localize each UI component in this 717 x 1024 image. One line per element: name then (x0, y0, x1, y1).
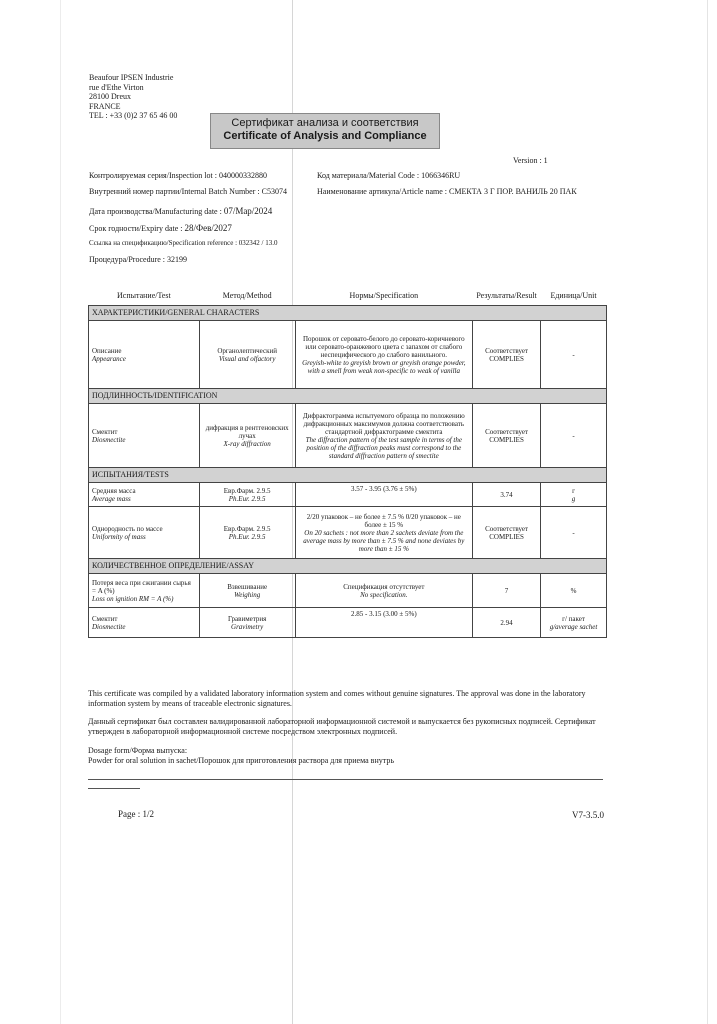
spec-cell: 2.85 - 3.15 (3.00 ± 5%) (295, 608, 472, 638)
address-line: Beaufour IPSEN Industrie (89, 73, 174, 82)
section-title: ИСПЫТАНИЯ/TESTS (89, 468, 607, 483)
section-title: КОЛИЧЕСТВЕННОЕ ОПРЕДЕЛЕНИЕ/ASSAY (89, 559, 607, 574)
method-cell: Гравиметрия Gravimetry (199, 608, 295, 638)
unit-cell: г g (541, 483, 607, 507)
expiry-date: Срок годности/Expiry date : 28/Фев/2027 (89, 223, 232, 233)
unit-cell: г/ пакет g/average sachet (541, 608, 607, 638)
header-unit: Единица/Unit (550, 291, 597, 300)
dosage-form-value: Powder for oral solution in sachet/Порошок для приготовления раствора для приема внутрь (88, 756, 394, 765)
table-row (89, 404, 607, 468)
spec-cell: Дифрактограмма испытуемого образца по положению дифракционных максимумов должна соответствовать стандартной дифрактограмме смектита The diffraction pattern of the test sample in terms of the position of the diffraction peaks must correspond to the standard diffraction pattern of smectite (295, 404, 472, 468)
address-line: TEL : +33 (0)2 37 65 46 00 (89, 111, 178, 120)
table-header-row (89, 287, 607, 306)
table-row (89, 507, 607, 559)
spec-cell: 3.57 - 3.95 (3.76 ± 5%) (295, 483, 472, 507)
address-line: 28100 Dreux (89, 92, 131, 101)
unit-cell: - (541, 321, 607, 389)
result-cell: Соответствует COMPLIES (473, 404, 541, 468)
manufacturing-date: Дата производства/Manufacturing date : 07/Мар/2024 (89, 206, 273, 216)
footer-note-en: This certificate was compiled by a validated laboratory information system and comes without genuine signatures. The approval was done in the laboratory information system by means of traceable electronic signatures. (88, 689, 586, 708)
results-table (88, 287, 607, 638)
procedure: Процедура/Procedure : 32199 (89, 255, 187, 264)
scan-edge-right (707, 0, 708, 1024)
section-title: ХАРАКТЕРИСТИКИ/GENERAL CHARACTERS (89, 306, 607, 321)
document-title (210, 113, 440, 149)
table-row (89, 608, 607, 638)
internal-batch-number: Внутренний номер партии/Internal Batch Number : C53074 (89, 187, 287, 196)
method-cell: дифракция в рентгеновских лучах X-ray diffraction (199, 404, 295, 468)
test-cell: Потеря веса при сжигании сырья = A (%) Loss on ignition RM = A (%) (89, 574, 200, 608)
test-cell: Однородность по массе Uniformity of mass (89, 507, 200, 559)
address-line: rue d'Ethe Virton (89, 82, 144, 92)
table-row (89, 483, 607, 507)
template-version: V7-3.5.0 (572, 810, 604, 820)
header-result: Результаты/Result (476, 291, 537, 300)
page-number: Page : 1/2 (118, 809, 154, 819)
address-line: FRANCE (89, 101, 121, 111)
method-cell: Взвешивание Weighing (199, 574, 295, 608)
method-cell: Органолептический Visual and olfactory (199, 321, 295, 389)
test-cell: Описание Appearance (89, 321, 200, 389)
footer-divider (88, 779, 603, 780)
scan-edge-left (60, 0, 61, 1024)
material-code: Код материала/Material Code : 1066346RU (317, 171, 461, 180)
article-name: Наименование артикула/Article name : СМЕКТА 3 Г ПОР. ВАНИЛЬ 20 ПАК (317, 187, 577, 196)
spec-cell: Спецификация отсутствует No specification. (295, 574, 472, 608)
test-cell: Средняя масса Average mass (89, 483, 200, 507)
title-en: Certificate of Analysis and Compliance (223, 130, 427, 142)
result-cell: Соответствует COMPLIES (473, 507, 541, 559)
result-cell: 2.94 (473, 608, 541, 638)
result-cell: 7 (473, 574, 541, 608)
unit-cell: - (541, 404, 607, 468)
spec-cell: 2/20 упаковок – не более ± 7.5 % 0/20 упаковок – не более ± 15 % On 20 sachets : not more than 2 sachets deviate from the average mass by more than ± 7.5 % and none deviates by more than ± 15 % (295, 507, 472, 559)
table-row (89, 574, 607, 608)
version-label: Version : 1 (513, 156, 548, 165)
spec-cell: Порошок от серовато-белого до серовато-коричневого или серовато-оранжевого цвета с запахом от слабого неспецифического до слабого ванильного. Greyish-white to greyish brown or greyish orange powder, with a smell from weak non-specific to weak of vanilla (295, 321, 472, 389)
result-cell: Соответствует COMPLIES (473, 321, 541, 389)
method-cell: Евр.Фарм. 2.9.5 Ph.Eur. 2.9.5 (199, 507, 295, 559)
footer-note-ru: Данный сертификат был составлен валидированной лабораторной информационной системой и выпускается без рукописных подписей. Сертификат утвержден в лабораторной информационной системе посредством электронных подписей. (88, 717, 596, 736)
header-specification: Нормы/Specification (349, 291, 419, 300)
table-row (89, 321, 607, 389)
header-test: Испытание/Test (117, 291, 171, 300)
inspection-lot: Контролируемая серия/Inspection lot : 040000332880 (89, 171, 267, 180)
title-ru: Сертификат анализа и соответствия (231, 117, 419, 129)
company-address (89, 73, 177, 121)
test-cell: Смектит Diosmectite (89, 608, 200, 638)
method-cell: Евр.Фарм. 2.9.5 Ph.Eur. 2.9.5 (199, 483, 295, 507)
specification-reference: Ссылка на спецификацию/Specification reference : 032342 / 13.0 (89, 239, 278, 247)
dosage-form-label: Dosage form/Форма выпуска: (88, 746, 188, 755)
test-cell: Смектит Diosmectite (89, 404, 200, 468)
section-title: ПОДЛИННОСТЬ/IDENTIFICATION (89, 389, 607, 404)
footer-short-divider (88, 788, 140, 789)
unit-cell: - (541, 507, 607, 559)
unit-cell: % (541, 574, 607, 608)
header-method: Метод/Method (222, 291, 272, 300)
result-cell: 3.74 (473, 483, 541, 507)
